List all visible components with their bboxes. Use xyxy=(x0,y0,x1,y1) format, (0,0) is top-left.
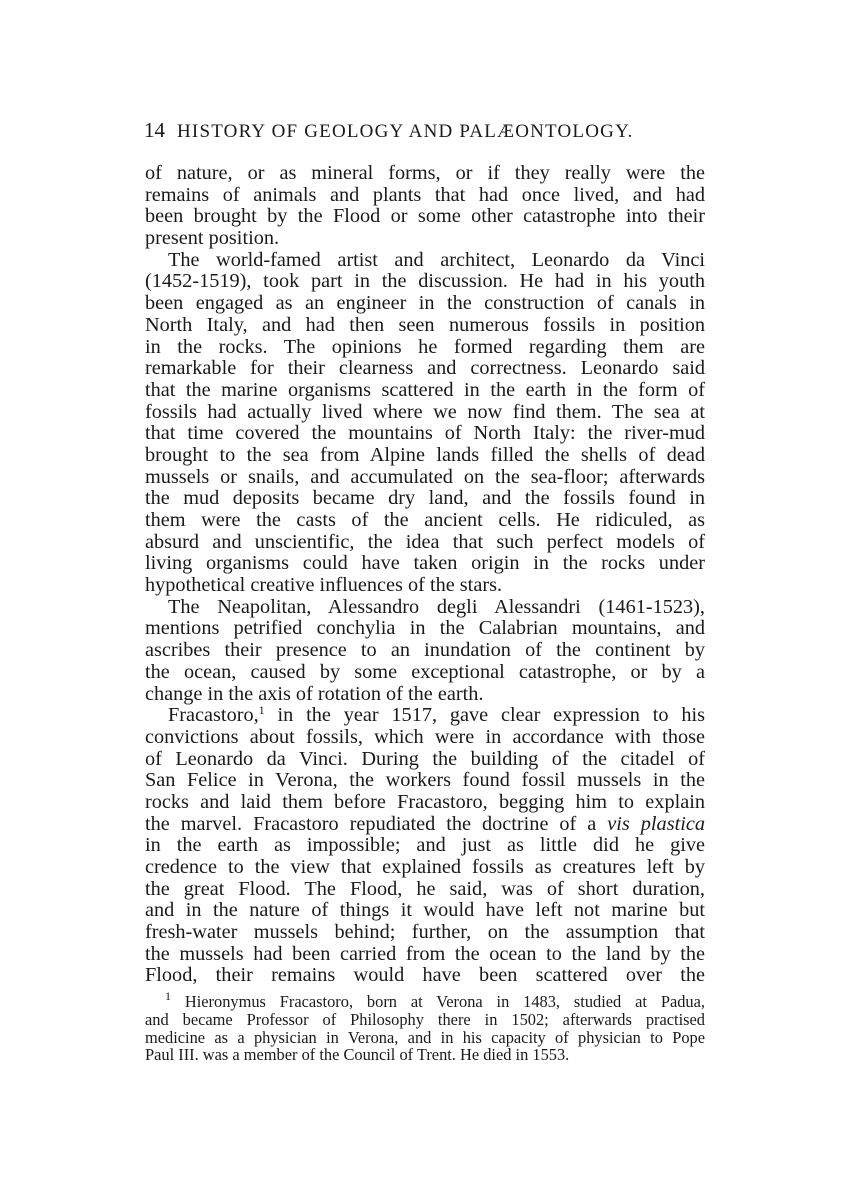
text-line: them were the casts of the ancient cells. He ridiculed, as xyxy=(145,509,705,531)
text-line: mentions petrified conchylia in the Calabrian mountains, and xyxy=(145,617,705,640)
text-line: change in the axis of rotation of the earth. xyxy=(145,682,484,705)
text-line: of Leonardo da Vinci. During the building of the citadel of xyxy=(145,747,705,770)
text-line: in the earth as impossible; and just as little did he give xyxy=(145,834,705,857)
text-line: remains of animals and plants that had once lived, and had xyxy=(145,183,705,206)
text-line: credence to the view that explained fossils as creatures left by xyxy=(145,856,705,878)
running-header xyxy=(144,118,704,143)
text-line xyxy=(145,705,705,727)
text-line: fresh-water mussels behind; further, on the assumption that xyxy=(145,921,705,944)
text-line: fossils had actually lived where we now find them. The sea at xyxy=(145,400,705,423)
text-line: the ocean, caused by some exceptional catastrophe, or by a xyxy=(145,660,705,683)
text-line: the great Flood. The Flood, he said, was of short duration, xyxy=(145,877,705,900)
text-line: hypothetical creative influences of the stars. xyxy=(145,574,503,597)
text-line: rocks and laid them before Fracastoro, begging him to explain xyxy=(145,790,705,813)
text-line: present position. xyxy=(145,227,280,250)
text-line: living organisms could have taken origin in the rocks under xyxy=(145,552,705,575)
footnote xyxy=(145,989,705,1065)
running-title: HISTORY OF GEOLOGY AND PALÆONTOLOGY. xyxy=(177,121,634,142)
fracastoro-name: Fracastoro, xyxy=(168,704,259,727)
footnote-reference: 1 xyxy=(258,703,265,718)
text-line: of nature, or as mineral forms, or if they really were the xyxy=(145,162,705,184)
text-line: and in the nature of things it would have left not marine but xyxy=(145,899,705,922)
text-line: (1452-1519), took part in the discussion. He had in his youth xyxy=(145,270,705,293)
text-line: remarkable for their clearness and correctness. Leonardo said xyxy=(145,357,705,380)
footnote-line xyxy=(145,989,705,1011)
body-text xyxy=(145,163,705,987)
text-line: The Neapolitan, Alessandro degli Alessandri (1461-1523), xyxy=(168,595,705,618)
text-line: been engaged as an engineer in the construction of canals in xyxy=(145,292,705,315)
text-line xyxy=(145,814,705,836)
text-line-rest: in the year 1517, gave clear expression to his xyxy=(277,704,705,727)
footnote-text: Hieronymus Fracastoro, born at Verona in 1483, studied at Padua, xyxy=(184,992,705,1011)
text-line: that time covered the mountains of North Italy: the river-mud xyxy=(145,422,705,445)
text-line-start: the marvel. Fracastoro repudiated the doctrine of a xyxy=(145,812,597,835)
text-line: that the marine organisms scattered in the earth in the form of xyxy=(145,378,705,401)
text-line: The world-famed artist and architect, Leonardo da Vinci xyxy=(168,248,705,271)
footnote-line: Paul III. was a member of the Council of Trent. He died in 1553. xyxy=(145,1045,570,1065)
text-line: ascribes their presence to an inundation of the continent by xyxy=(145,639,705,662)
text-line: brought to the sea from Alpine lands filled the shells of dead xyxy=(145,443,705,466)
text-line: convictions about fossils, which were in accordance with those xyxy=(145,725,705,748)
text-line: been brought by the Flood or some other catastrophe into their xyxy=(145,205,705,228)
text-line: the mussels had been carried from the ocean to the land by the xyxy=(145,942,705,965)
text-line: in the rocks. The opinions he formed regarding them are xyxy=(145,335,705,358)
text-line: North Italy, and had then seen numerous fossils in position xyxy=(145,313,705,336)
text-line: mussels or snails, and accumulated on the sea-floor; afterwards xyxy=(145,465,705,488)
footnote-mark: 1 xyxy=(165,989,171,1003)
text-line: Flood, their remains would have been scattered over the xyxy=(145,964,705,987)
vis-plastica-term: vis plastica xyxy=(607,812,706,835)
text-line: the mud deposits became dry land, and the fossils found in xyxy=(145,487,705,510)
footnote-line: medicine as a physician in Verona, and in his capacity of physician to Pope xyxy=(145,1027,705,1047)
text-line: San Felice in Verona, the workers found fossil mussels in the xyxy=(145,769,705,792)
footnote-line: and became Professor of Philosophy there in 1502; afterwards practised xyxy=(145,1009,705,1029)
text-line: absurd and unscientific, the idea that such perfect models of xyxy=(145,530,705,553)
page-number: 14 xyxy=(144,118,165,142)
